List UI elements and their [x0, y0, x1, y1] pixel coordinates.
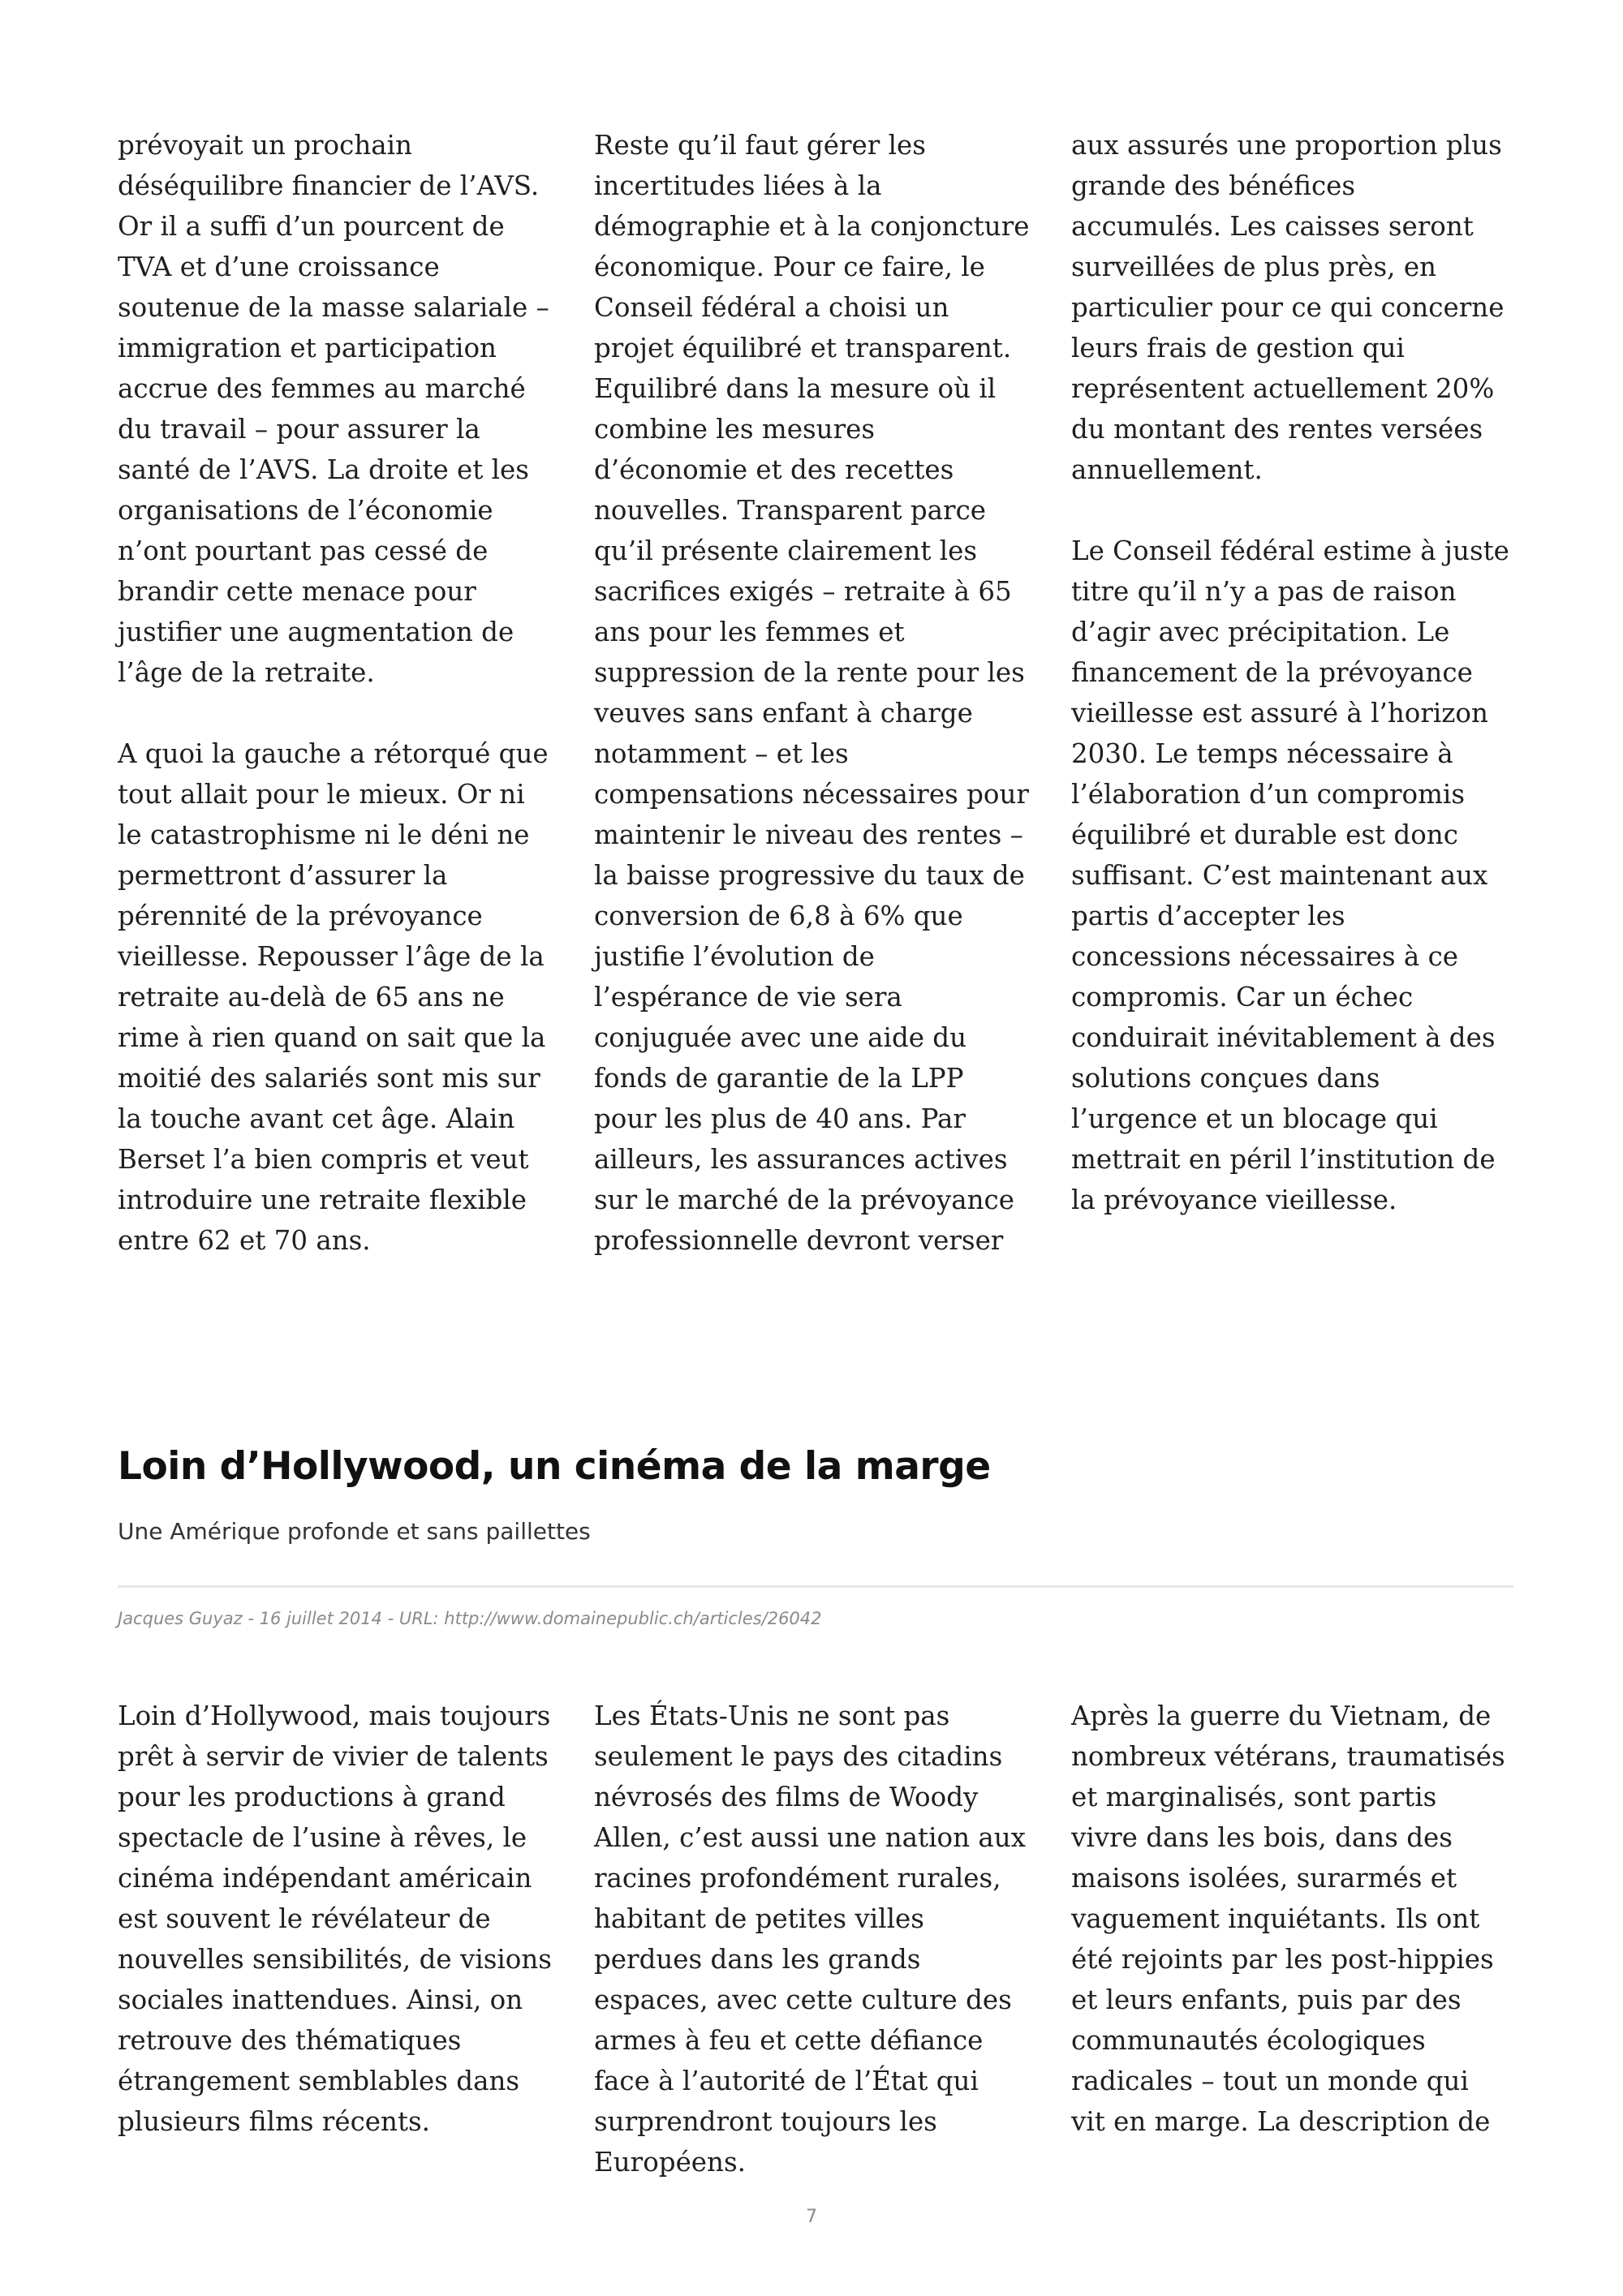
- page-number: 7: [806, 2207, 817, 2227]
- paragraph: Les États-Unis ne sont pas seulement le pays des citadins névrosés des films de Woody Allen, c’est aussi une nation aux racines profondément rurales, habitant de petites villes perdues dans les grands espaces, avec cette culture des armes à feu et cette défiance face à l’autorité de l’État qui surprendront toujours les Européens.: [594, 1701, 1026, 2178]
- paragraph: Reste qu’il faut gérer les incertitudes liées à la démographie et à la conjoncture économique. Pour ce faire, le Conseil fédéral a choisi un projet équilibré et transparent. Equilibré dans la mesure où il combine les mesures d’économie et des recettes nouvelles. Transparent parce qu’il présente clairement les sacrifices exigés – retraite à 65 ans pour les femmes et suppression de la rente pour les veuves sans enfant à charge notamment – et les compensations nécessaires pour maintenir le niveau des rentes – la baisse progressive du taux de conversion de 6,8 à 6% que justifie l’évolution de l’espérance de vie sera conjuguée avec une aide du fonds de garantie de la LPP pour les plus de 40 ans. Par ailleurs, les assurances actives sur le marché de la prévoyance professionnelle devront verser: [594, 130, 1030, 1256]
- article-title: Loin d’Hollywood, un cinéma de la marge: [118, 1444, 991, 1489]
- article1-column-3: [1071, 125, 1509, 1220]
- divider: [118, 1585, 1513, 1588]
- paragraph: prévoyait un prochain déséquilibre financier de l’AVS. Or il a suffi d’un pourcent de TVA et d’une croissance soutenue de la masse salariale – immigration et participation accrue des femmes au marché du travail – pour assurer la santé de l’AVS. La droite et les organisations de l’économie n’ont pourtant pas cessé de brandir cette menace pour justifier une augmentation de l’âge de la retraite.: [118, 130, 549, 688]
- article2-column-1: [118, 1696, 556, 2142]
- article-byline: Jacques Guyaz - 16 juillet 2014 - URL: http://www.domainepublic.ch/articles/26042: [118, 1609, 822, 1628]
- article1-column-2: [594, 125, 1032, 1261]
- paragraph: A quoi la gauche a rétorqué que tout allait pour le mieux. Or ni le catastrophisme ni le déni ne permettront d’assurer la pérennité de la prévoyance vieillesse. Repousser l’âge de la retraite au-delà de 65 ans ne rime à rien quand on sait que la moitié des salariés sont mis sur la touche avant cet âge. Alain Berset l’a bien compris et veut introduire une retraite flexible entre 62 et 70 ans.: [118, 738, 549, 1256]
- article-subtitle: Une Amérique profonde et sans paillettes: [118, 1518, 591, 1545]
- article2-column-2: [594, 1696, 1032, 2182]
- paragraph: Loin d’Hollywood, mais toujours prêt à servir de vivier de talents pour les productions à grand spectacle de l’usine à rêves, le cinéma indépendant américain est souvent le révélateur de nouvelles sensibilités, de visions sociales inattendues. Ainsi, on retrouve des thématiques étrangement semblables dans plusieurs films récents.: [118, 1701, 552, 2137]
- paragraph: Après la guerre du Vietnam, de nombreux vétérans, traumatisés et marginalisés, sont partis vivre dans les bois, dans des maisons isolées, surarmés et vaguement inquiétants. Ils ont été rejoints par les post-hippies et leurs enfants, puis par des communautés écologiques radicales – tout un monde qui vit en marge. La description de: [1071, 1701, 1505, 2137]
- article1-column-1: [118, 125, 556, 1261]
- paragraph: aux assurés une proportion plus grande des bénéfices accumulés. Les caisses seront surveillées de plus près, en particulier pour ce qui concerne leurs frais de gestion qui représentent actuellement 20% du montant des rentes versées annuellement.: [1071, 130, 1505, 485]
- article2-column-3: [1071, 1696, 1509, 2142]
- paragraph: Le Conseil fédéral estime à juste titre qu’il n’y a pas de raison d’agir avec précipitation. Le financement de la prévoyance vieillesse est assuré à l’horizon 2030. Le temps nécessaire à l’élaboration d’un compromis équilibré et durable est donc suffisant. C’est maintenant aux partis d’accepter les concessions nécessaires à ce compromis. Car un échec conduirait inévitablement à des solutions conçues dans l’urgence et un blocage qui mettrait en péril l’institution de la prévoyance vieillesse.: [1071, 535, 1509, 1215]
